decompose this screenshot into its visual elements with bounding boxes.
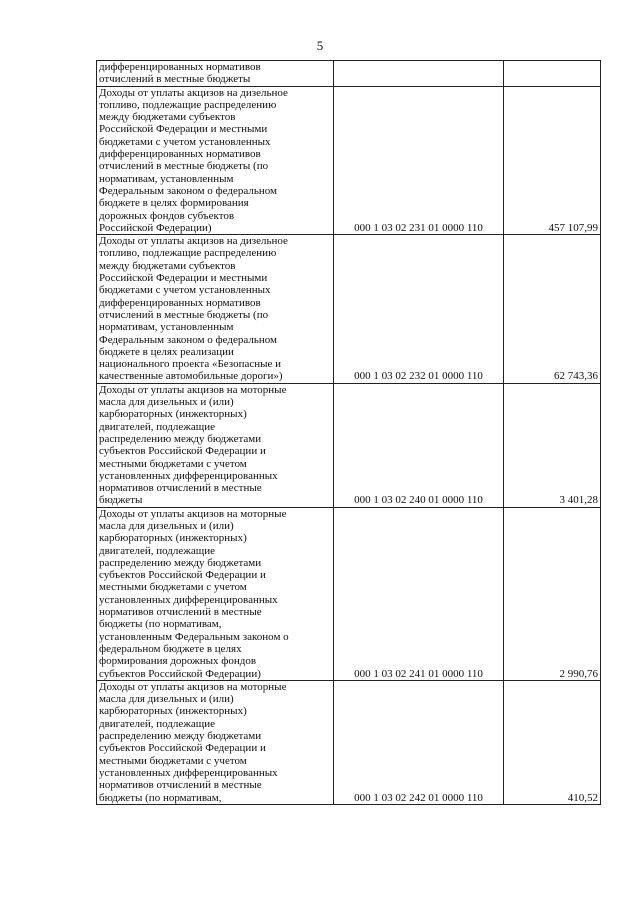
table-row — [97, 507, 601, 680]
row-code: 000 1 03 02 231 01 0000 110 — [334, 86, 504, 235]
page-number: 5 — [316, 38, 324, 53]
revenue-table — [96, 60, 601, 805]
row-amount: 3 401,28 — [504, 383, 601, 507]
row-amount: 410,52 — [504, 680, 601, 804]
table-row — [97, 61, 601, 87]
row-code: 000 1 03 02 242 01 0000 110 — [334, 680, 504, 804]
row-amount: 2 990,76 — [504, 507, 601, 680]
table-row — [97, 86, 601, 235]
table-row — [97, 680, 601, 804]
row-code: 000 1 03 02 241 01 0000 110 — [334, 507, 504, 680]
table-row — [97, 383, 601, 507]
row-description: Доходы от уплаты акцизов на моторные масла для дизельных и (или) карбюраторных (инжекторных) двигателей, подлежащие распределению между бюджетами субъектов Российской Федерации и местными бюджетами с учетом установленных дифференцированных нормативов отчислений в местные бюджеты (по нормативам, установленным Федеральным законом о федеральном бюджете в целях формирования дорожных фондов субъектов Российской Федерации) — [97, 507, 334, 680]
table-row — [97, 235, 601, 384]
row-code: 000 1 03 02 232 01 0000 110 — [334, 235, 504, 384]
row-description: Доходы от уплаты акцизов на моторные масла для дизельных и (или) карбюраторных (инжекторных) двигателей, подлежащие распределению между бюджетами субъектов Российской Федерации и местными бюджетами с учетом установленных дифференцированных нормативов отчислений в местные бюджеты — [97, 383, 334, 507]
row-amount: 457 107,99 — [504, 86, 601, 235]
row-description: Доходы от уплаты акцизов на дизельное топливо, подлежащие распределению между бюджетами субъектов Российской Федерации и местными бюджетами с учетом установленных дифференцированных нормативов отчислений в местные бюджеты (по нормативам, установленным Федеральным законом о федеральном бюджете в целях реализации национального проекта «Безопасные и качественные автомобильные дороги») — [97, 235, 334, 384]
row-description: Доходы от уплаты акцизов на моторные масла для дизельных и (или) карбюраторных (инжекторных) двигателей, подлежащие распределению между бюджетами субъектов Российской Федерации и местными бюджетами с учетом установленных дифференцированных нормативов отчислений в местные бюджеты (по нормативам, — [97, 680, 334, 804]
row-amount — [504, 61, 601, 87]
row-amount: 62 743,36 — [504, 235, 601, 384]
row-code: 000 1 03 02 240 01 0000 110 — [334, 383, 504, 507]
row-description: Доходы от уплаты акцизов на дизельное топливо, подлежащие распределению между бюджетами субъектов Российской Федерации и местными бюджетами с учетом установленных дифференцированных нормативов отчислений в местные бюджеты (по нормативам, установленным Федеральным законом о федеральном бюджете в целях формирования дорожных фондов субъектов Российской Федерации) — [97, 86, 334, 235]
row-code — [334, 61, 504, 87]
row-description: дифференцированных нормативов отчислений в местные бюджеты — [97, 61, 334, 87]
